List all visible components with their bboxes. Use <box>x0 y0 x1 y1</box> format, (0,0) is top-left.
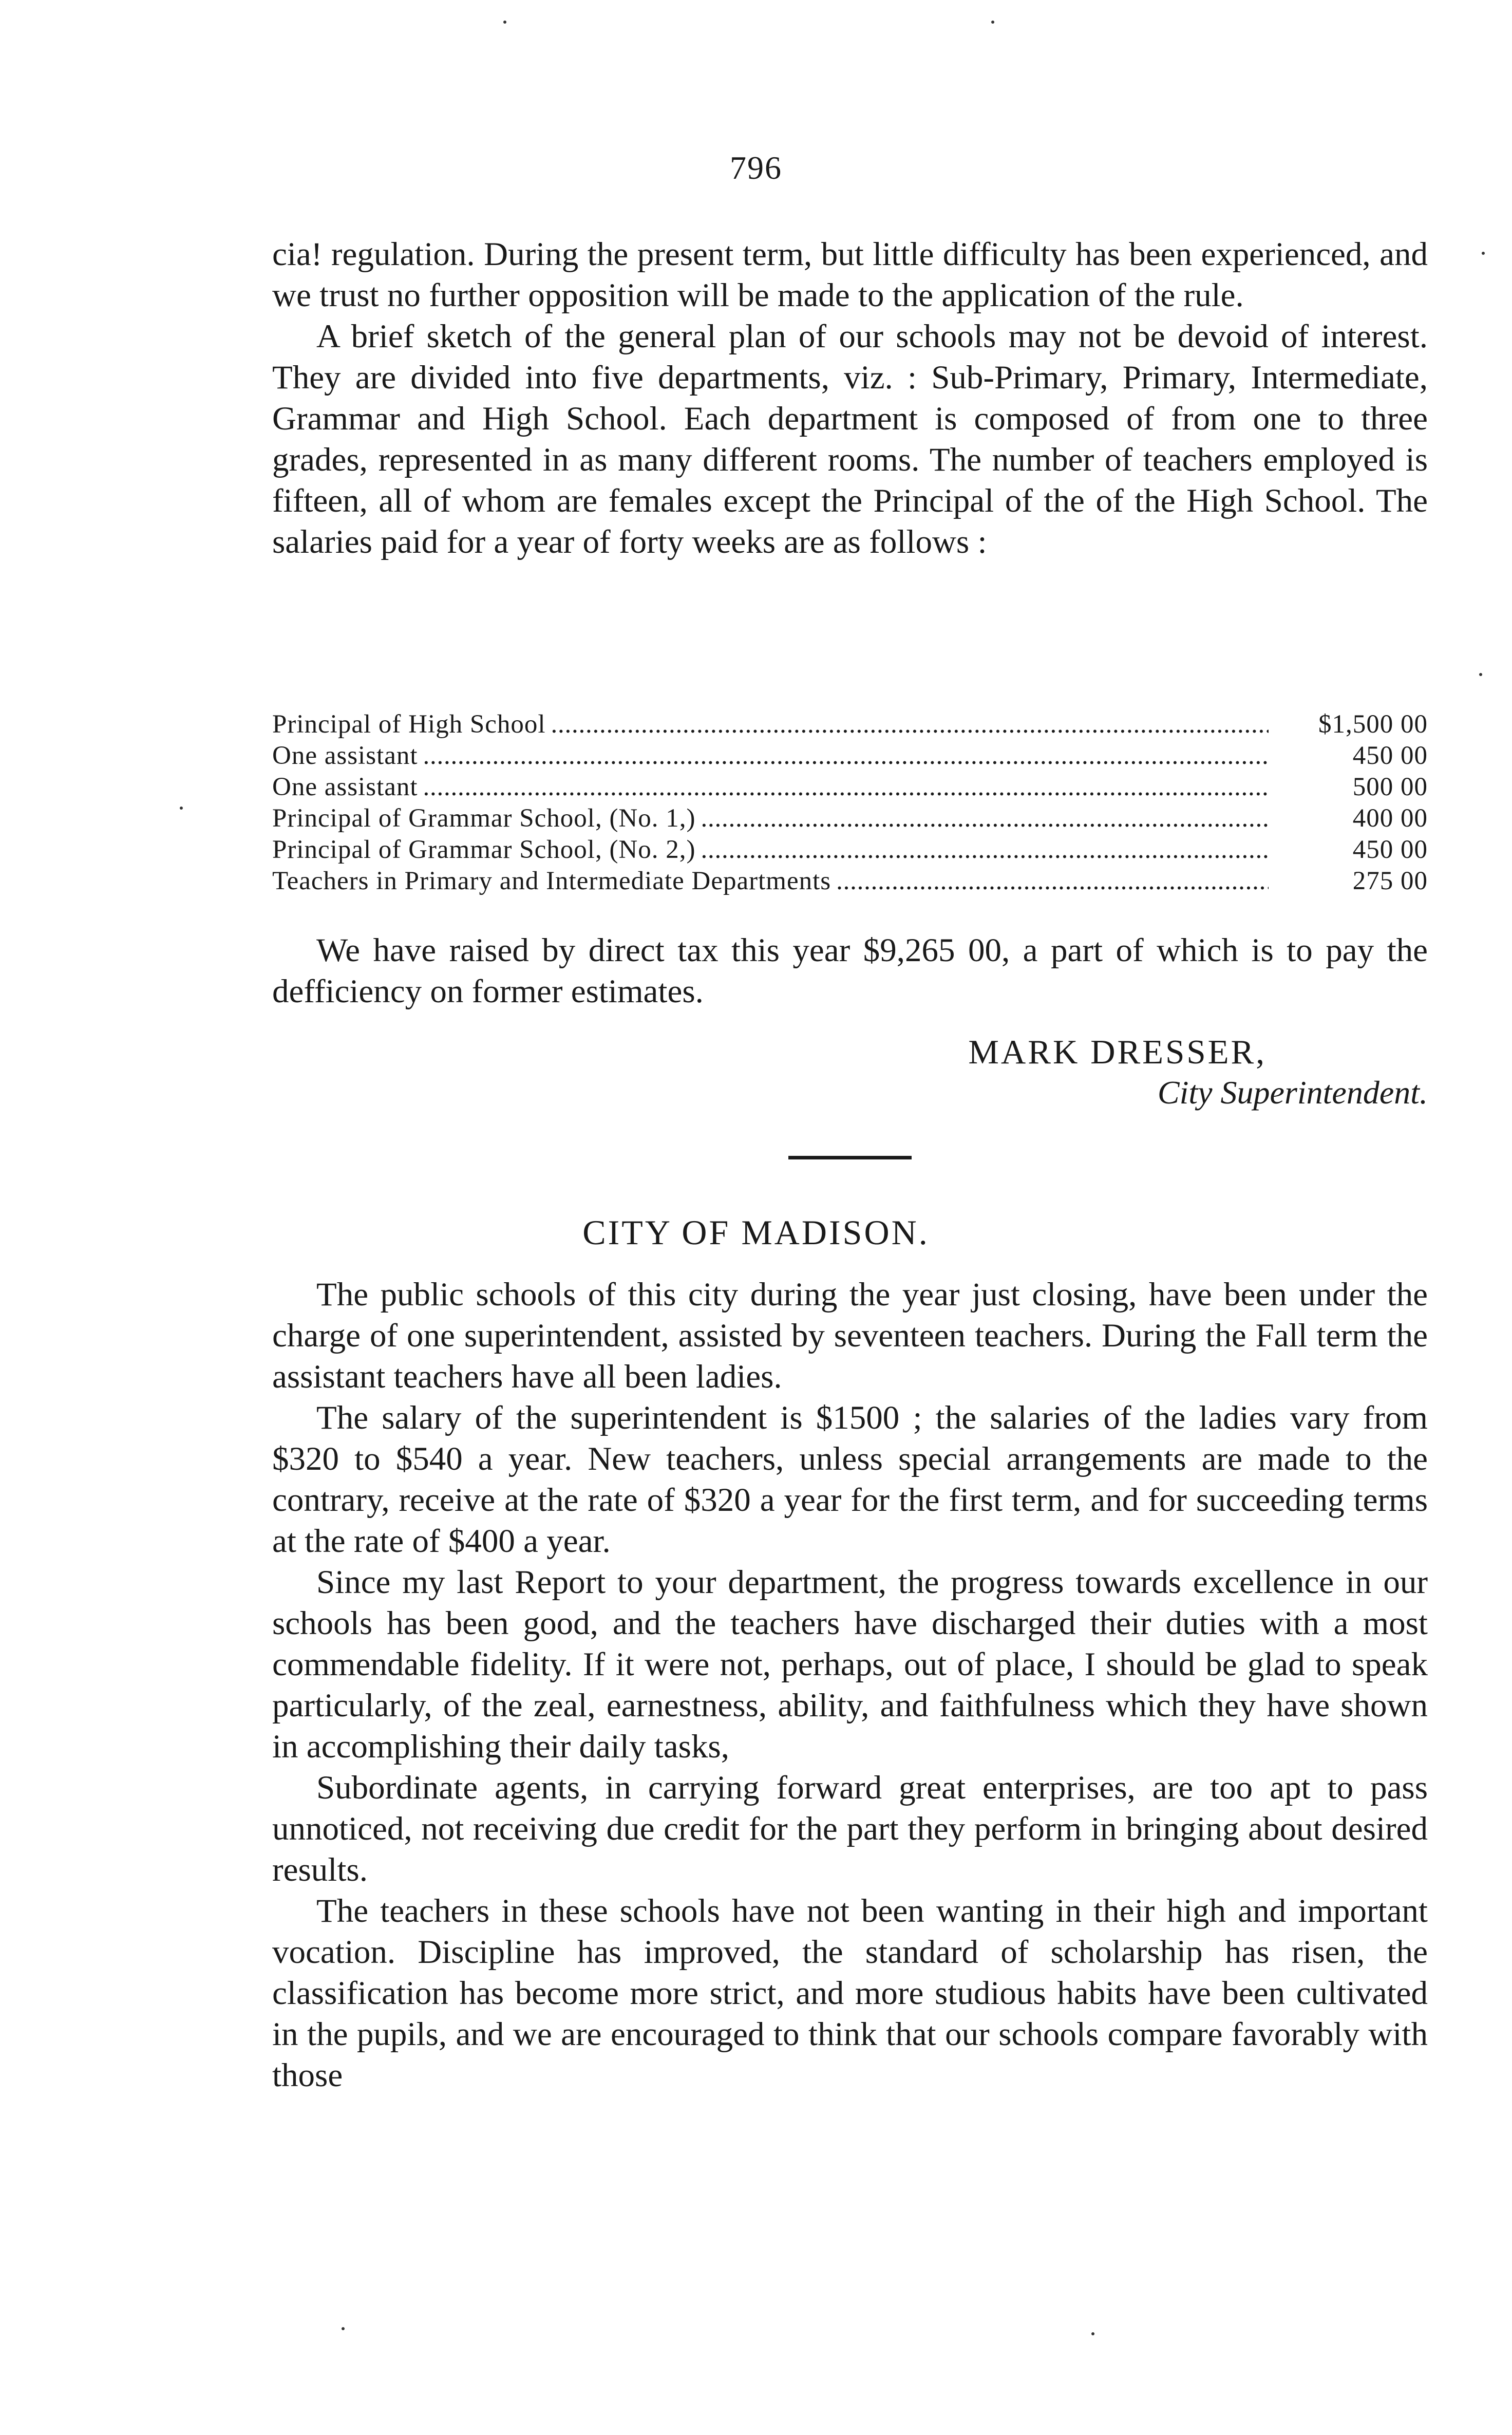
dot-leader <box>551 709 1269 740</box>
paragraph: cia! regulation. During the present term, but little difficulty has been experienced, and we trust no further opposition will be made to the application of the rule. <box>272 236 1428 314</box>
salary-row <box>272 772 1428 803</box>
madison-text <box>272 1274 1428 2096</box>
paragraph: The teachers in these schools have not been wanting in their high and important vocation. Discipline has improved, the standard of scholarship has risen, the classification has become more strict, and more studious habits have been cultivated in the pupils, and we are encouraged to think that our schools compare favorably with those <box>272 1893 1428 2094</box>
signature-name: MARK DRESSER, <box>968 1033 1267 1071</box>
salary-amount: 450 00 <box>1352 741 1428 770</box>
salary-row <box>272 866 1428 897</box>
dot-leader <box>423 772 1269 803</box>
dot-leader <box>423 740 1269 772</box>
salary-row <box>272 834 1428 866</box>
print-speck <box>1482 252 1485 255</box>
opening-text <box>272 234 1428 563</box>
salary-row <box>272 740 1428 772</box>
paragraph: We have raised by direct tax this year $9,265 00, a part of which is to pay the defficiency on former estimates. <box>272 932 1428 1010</box>
salary-position: One assistant <box>272 741 418 770</box>
paragraph: The public schools of this city during the year just closing, have been under the charge of one superintendent, assisted by seventeen teachers. During the Fall term the assistant teachers have all been ladies. <box>272 1276 1428 1395</box>
salary-position: Teachers in Primary and Intermediate Departments <box>272 867 831 895</box>
section-divider <box>788 1156 912 1159</box>
print-speck <box>1479 673 1482 676</box>
print-speck <box>503 21 506 24</box>
print-speck <box>1091 2332 1094 2335</box>
dot-leader <box>701 803 1269 834</box>
paragraph: Subordinate agents, in carrying forward great enterprises, are too apt to pass unnoticed, not receiving due credit for the part they perform in bringing about desired results. <box>272 1769 1428 1888</box>
salary-position: Principal of Grammar School, (No. 1,) <box>272 804 696 833</box>
signature-title: City Superintendent. <box>1157 1074 1428 1111</box>
print-speck <box>342 2327 345 2330</box>
salary-amount: 400 00 <box>1352 804 1428 833</box>
salary-position: Principal of High School <box>272 710 546 739</box>
dot-leader <box>701 834 1269 866</box>
tax-text <box>272 930 1428 1012</box>
print-speck <box>991 21 994 24</box>
salary-amount: $1,500 00 <box>1318 710 1428 739</box>
dot-leader <box>836 866 1269 897</box>
paragraph: Since my last Report to your department, the progress towards excellence in our schools has been good, and the teachers have discharged their duties with a most commendable fidelity. If it were not, perhaps, out of place, I should be glad to speak particularly, of the zeal, earnestness, ability, and faithfulness which they have shown in accomplishing their daily tasks, <box>272 1564 1428 1765</box>
paragraph: A brief sketch of the general plan of our schools may not be devoid of interest. They are divided into five departments, viz. : Sub-Primary, Primary, Intermediate, Grammar and High School. Each department is composed of from one to three grades, represented in as many different rooms. The number of teachers employed is fifteen, all of whom are females except the Principal of the of the High School. The salaries paid for a year of forty weeks are as follows : <box>272 318 1428 560</box>
salary-position: One assistant <box>272 773 418 801</box>
salary-amount: 500 00 <box>1352 773 1428 801</box>
salary-table <box>272 709 1428 897</box>
section-heading: CITY OF MADISON. <box>582 1213 930 1252</box>
salary-row <box>272 803 1428 834</box>
salary-position: Principal of Grammar School, (No. 2,) <box>272 835 696 864</box>
salary-amount: 275 00 <box>1352 867 1428 895</box>
page-number: 796 <box>730 149 782 186</box>
salary-row <box>272 709 1428 740</box>
print-speck <box>180 807 183 810</box>
paragraph: The salary of the superintendent is $1500 ; the salaries of the ladies vary from $320 to $540 a year. New teachers, unless special arrangements are made to the contrary, receive at the rate of $320 a year for the first term, and for succeeding terms at the rate of $400 a year. <box>272 1399 1428 1560</box>
salary-amount: 450 00 <box>1352 835 1428 864</box>
